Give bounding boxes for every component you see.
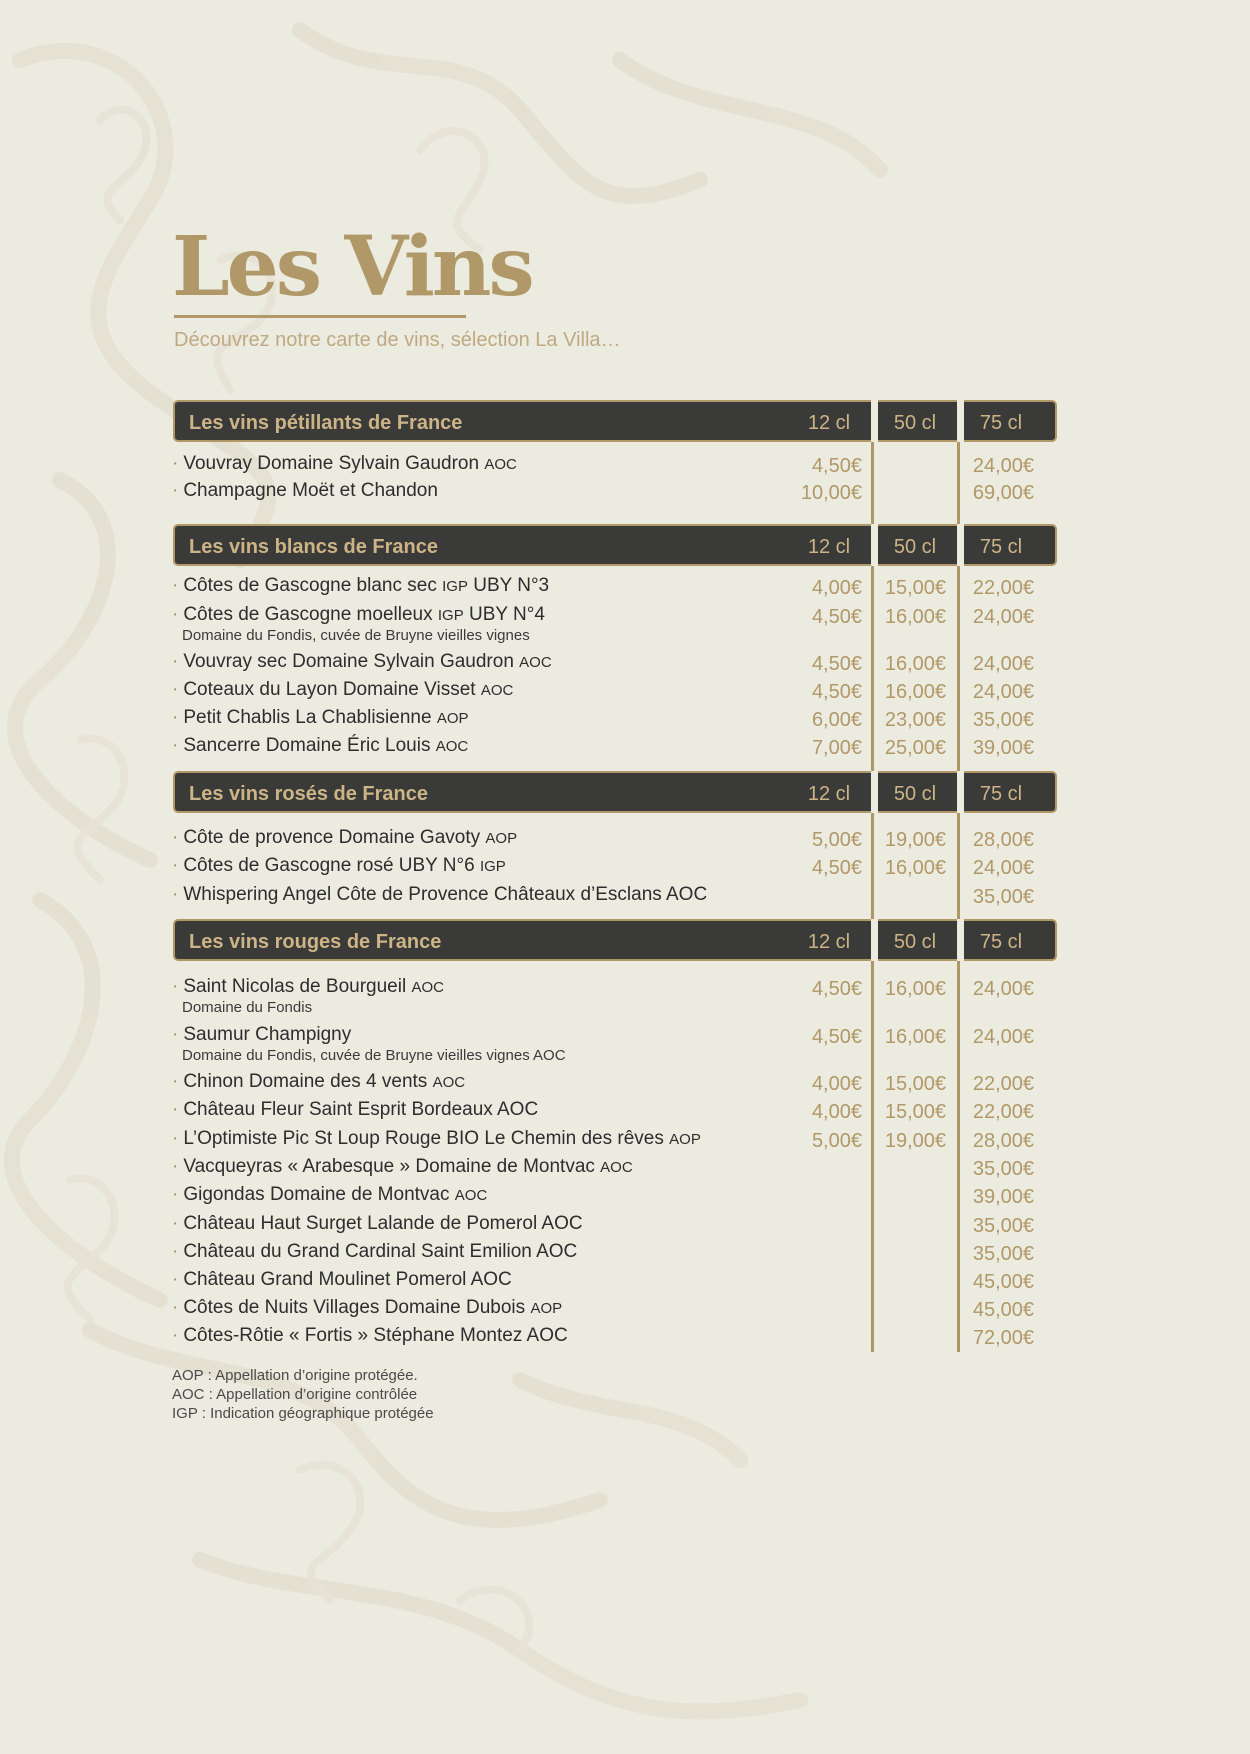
price-75cl: 35,00€ <box>972 1243 1034 1265</box>
price-12cl: 4,50€ <box>811 681 862 703</box>
wine-name <box>172 707 469 729</box>
wine-name <box>172 651 552 673</box>
price-50cl: 15,00€ <box>884 1073 946 1095</box>
bullet-icon: · <box>172 480 179 501</box>
wine-label: Vouvray Domaine Sylvain Gaudron <box>183 453 480 474</box>
wine-name <box>172 1071 465 1093</box>
wine-name <box>172 735 468 757</box>
appellation-tag: IGP <box>479 858 506 875</box>
wine-item <box>172 707 1052 733</box>
legend-aoc: AOC : Appellation d’origine contrôlée <box>172 1386 418 1403</box>
appellation-tag: AOC <box>519 654 552 671</box>
header-12cl: 12 cl <box>807 931 851 953</box>
price-75cl: 35,00€ <box>972 1158 1034 1180</box>
header-75cl: 75 cl <box>979 931 1023 953</box>
section-title: Les vins blancs de France <box>189 536 438 558</box>
price-50cl: 23,00€ <box>884 709 946 731</box>
price-50cl: 25,00€ <box>884 737 946 759</box>
appellation-tag: AOC <box>484 456 517 473</box>
price-12cl: 7,00€ <box>811 737 862 759</box>
bullet-icon: · <box>172 604 179 625</box>
wine-item <box>172 1297 1052 1323</box>
appellation-tag: AOP <box>436 710 469 727</box>
header-75cl: 75 cl <box>979 412 1023 434</box>
bullet-icon: · <box>172 827 179 848</box>
wine-label: Petit Chablis La Chablisienne <box>183 707 432 728</box>
wine-name <box>172 1213 583 1235</box>
price-12cl: 4,50€ <box>811 653 862 675</box>
wine-item <box>172 1325 1052 1351</box>
bullet-icon: · <box>172 1213 179 1234</box>
legend-aop: AOP : Appellation d’origine protégée. <box>172 1367 418 1384</box>
bullet-icon: · <box>172 884 179 905</box>
appellation-tag: AOP <box>669 1131 701 1148</box>
wine-name <box>172 453 517 475</box>
wine-label: Côtes de Gascogne blanc sec <box>183 575 437 596</box>
bullet-icon: · <box>172 707 179 728</box>
wine-name <box>172 1128 701 1150</box>
wine-label: Côtes de Gascogne rosé UBY N°6 <box>183 855 475 876</box>
wine-label: Château Haut Surget Lalande de Pomerol AOC <box>183 1213 583 1234</box>
wine-item <box>172 1241 1052 1267</box>
header-50cl: 50 cl <box>893 412 937 434</box>
bullet-icon: · <box>172 679 179 700</box>
section-header <box>173 400 1057 442</box>
section-title: Les vins rouges de France <box>189 931 442 953</box>
price-12cl: 4,00€ <box>811 1073 862 1095</box>
bullet-icon: · <box>172 1156 179 1177</box>
price-50cl: 19,00€ <box>884 829 946 851</box>
wine-item <box>172 976 1052 1016</box>
wine-label: Côtes de Gascogne moelleux <box>183 604 433 625</box>
legend-igp: IGP : Indication géographique protégée <box>172 1405 434 1422</box>
price-12cl: 4,50€ <box>811 978 862 1000</box>
wine-item <box>172 604 1052 644</box>
bullet-icon: · <box>172 575 179 596</box>
bullet-icon: · <box>172 453 179 474</box>
price-50cl: 16,00€ <box>884 857 946 879</box>
section-title: Les vins rosés de France <box>189 783 429 805</box>
wine-name <box>172 575 549 597</box>
appellation-tag: IGP <box>442 578 468 595</box>
appellation-tag: AOC <box>600 1159 633 1176</box>
title-underline <box>174 315 466 318</box>
appellation-tag: AOC <box>480 682 514 699</box>
wine-name <box>172 1297 562 1319</box>
price-75cl: 28,00€ <box>972 829 1034 851</box>
price-12cl: 6,00€ <box>811 709 862 731</box>
wine-label: Château Fleur Saint Esprit Bordeaux AOC <box>183 1099 539 1120</box>
wine-subtitle: Domaine du Fondis <box>182 999 313 1016</box>
wine-name <box>172 604 545 626</box>
price-12cl: 5,00€ <box>811 1130 862 1152</box>
header-75cl: 75 cl <box>979 783 1023 805</box>
appellation-tag: AOC <box>435 738 469 755</box>
wine-name <box>172 1024 351 1046</box>
wine-label: Saint Nicolas de Bourgueil <box>183 976 407 997</box>
price-50cl: 16,00€ <box>884 681 946 703</box>
price-50cl: 15,00€ <box>884 1101 946 1123</box>
header-12cl: 12 cl <box>807 412 851 434</box>
wine-item <box>172 827 1052 853</box>
section-header <box>173 524 1057 566</box>
price-12cl: 5,00€ <box>811 829 862 851</box>
price-75cl: 45,00€ <box>972 1299 1034 1321</box>
bullet-icon: · <box>172 1128 179 1149</box>
wine-item <box>172 1269 1052 1295</box>
wine-name <box>172 1269 512 1291</box>
bullet-icon: · <box>172 1184 179 1205</box>
wine-item <box>172 453 1052 479</box>
price-75cl: 22,00€ <box>972 1073 1034 1095</box>
header-50cl: 50 cl <box>893 783 937 805</box>
bullet-icon: · <box>172 1241 179 1262</box>
section-title: Les vins pétillants de France <box>189 412 463 434</box>
wine-label: Saumur Champigny <box>183 1024 352 1045</box>
price-12cl: 4,00€ <box>811 1101 862 1123</box>
wine-label: Château Grand Moulinet Pomerol AOC <box>183 1269 512 1290</box>
section-header <box>173 919 1057 961</box>
header-75cl: 75 cl <box>979 536 1023 558</box>
wine-label: Vouvray sec Domaine Sylvain Gaudron <box>183 651 514 672</box>
wine-item <box>172 1071 1052 1097</box>
wine-label: Whispering Angel Côte de Provence Châteaux d’Esclans AOC <box>183 884 708 905</box>
price-50cl: 16,00€ <box>884 653 946 675</box>
wine-name <box>172 1241 577 1263</box>
wine-label: Chinon Domaine des 4 vents <box>183 1071 428 1092</box>
wine-name <box>172 1184 487 1206</box>
price-75cl: 24,00€ <box>972 653 1034 675</box>
wine-item <box>172 1099 1052 1125</box>
appellation-tag: IGP <box>437 607 464 624</box>
price-75cl: 24,00€ <box>972 606 1034 628</box>
price-75cl: 72,00€ <box>972 1327 1034 1349</box>
appellation-tag: AOP <box>530 1300 563 1317</box>
wine-name <box>172 1156 633 1178</box>
price-50cl: 16,00€ <box>884 1026 946 1048</box>
wine-name <box>172 679 513 701</box>
bullet-icon: · <box>172 1325 179 1346</box>
bullet-icon: · <box>172 1269 179 1290</box>
bullet-icon: · <box>172 1024 179 1045</box>
wine-subtitle: Domaine du Fondis, cuvée de Bruyne vieilles vignes AOC <box>182 1047 566 1064</box>
bullet-icon: · <box>172 1071 179 1092</box>
wine-item <box>172 480 1052 506</box>
price-75cl: 69,00€ <box>972 482 1034 504</box>
bullet-icon: · <box>172 976 179 997</box>
wine-label: L’Optimiste Pic St Loup Rouge BIO Le Chemin des rêves <box>183 1128 664 1149</box>
wine-label: Côtes-Rôtie « Fortis » Stéphane Montez AOC <box>183 1325 568 1346</box>
section-header <box>173 771 1057 813</box>
wine-label: Château du Grand Cardinal Saint Emilion AOC <box>183 1241 578 1262</box>
price-50cl: 15,00€ <box>884 577 946 599</box>
bullet-icon: · <box>172 651 179 672</box>
price-75cl: 39,00€ <box>972 1186 1034 1208</box>
wine-subtitle: Domaine du Fondis, cuvée de Bruyne vieilles vignes <box>182 627 530 644</box>
wine-item <box>172 855 1052 881</box>
wine-item <box>172 1128 1052 1154</box>
wine-name <box>172 827 517 849</box>
price-75cl: 22,00€ <box>972 1101 1034 1123</box>
price-75cl: 39,00€ <box>972 737 1034 759</box>
wine-name <box>172 855 506 877</box>
wine-label: Coteaux du Layon Domaine Visset <box>183 679 476 700</box>
bullet-icon: · <box>172 1297 179 1318</box>
wine-name <box>172 480 438 502</box>
price-75cl: 24,00€ <box>972 681 1034 703</box>
wine-label: Côtes de Nuits Villages Domaine Dubois <box>183 1297 526 1318</box>
price-75cl: 28,00€ <box>972 1130 1034 1152</box>
price-75cl: 22,00€ <box>972 577 1034 599</box>
price-50cl: 16,00€ <box>884 978 946 1000</box>
bullet-icon: · <box>172 735 179 756</box>
wine-name <box>172 976 444 998</box>
wine-name <box>172 1099 538 1121</box>
price-12cl: 4,50€ <box>811 857 862 879</box>
page-title: Les Vins <box>172 219 532 315</box>
wine-item <box>172 884 1052 910</box>
wine-label: Côte de provence Domaine Gavoty <box>183 827 481 848</box>
wine-label: Sancerre Domaine Éric Louis <box>183 735 431 756</box>
wine-item <box>172 575 1052 601</box>
header-50cl: 50 cl <box>893 931 937 953</box>
price-50cl: 16,00€ <box>884 606 946 628</box>
bullet-icon: · <box>172 1099 179 1120</box>
price-75cl: 35,00€ <box>972 709 1034 731</box>
wine-name <box>172 884 707 906</box>
price-12cl: 4,50€ <box>811 1026 862 1048</box>
price-75cl: 24,00€ <box>972 455 1034 477</box>
price-12cl: 4,50€ <box>811 606 862 628</box>
wine-item <box>172 651 1052 677</box>
price-75cl: 24,00€ <box>972 978 1034 1000</box>
price-50cl: 19,00€ <box>884 1130 946 1152</box>
price-12cl: 10,00€ <box>800 482 862 504</box>
price-75cl: 35,00€ <box>972 1215 1034 1237</box>
appellation-tag: AOP <box>485 830 518 847</box>
header-12cl: 12 cl <box>807 536 851 558</box>
wine-label-suffix: UBY N°4 <box>469 604 545 625</box>
appellation-tag: AOC <box>432 1074 466 1091</box>
wine-label: Gigondas Domaine de Montvac <box>183 1184 450 1205</box>
wine-item <box>172 1213 1052 1239</box>
wine-label-suffix: UBY N°3 <box>473 575 550 596</box>
appellation-tag: AOC <box>411 979 444 996</box>
price-12cl: 4,00€ <box>811 577 862 599</box>
price-75cl: 35,00€ <box>972 886 1034 908</box>
legend <box>172 1366 434 1423</box>
wine-item <box>172 735 1052 761</box>
header-50cl: 50 cl <box>893 536 937 558</box>
wine-item <box>172 1156 1052 1182</box>
wine-label: Champagne Moët et Chandon <box>183 480 438 501</box>
price-12cl: 4,50€ <box>811 455 862 477</box>
header-12cl: 12 cl <box>807 783 851 805</box>
price-75cl: 24,00€ <box>972 857 1034 879</box>
wine-label: Vacqueyras « Arabesque » Domaine de Montvac <box>183 1156 595 1177</box>
bullet-icon: · <box>172 855 179 876</box>
page-subtitle: Découvrez notre carte de vins, sélection La Villa… <box>174 329 621 351</box>
wine-item <box>172 1024 1052 1064</box>
price-75cl: 24,00€ <box>972 1026 1034 1048</box>
wine-name <box>172 1325 568 1347</box>
price-75cl: 45,00€ <box>972 1271 1034 1293</box>
wine-item <box>172 1184 1052 1210</box>
appellation-tag: AOC <box>454 1187 488 1204</box>
wine-item <box>172 679 1052 705</box>
